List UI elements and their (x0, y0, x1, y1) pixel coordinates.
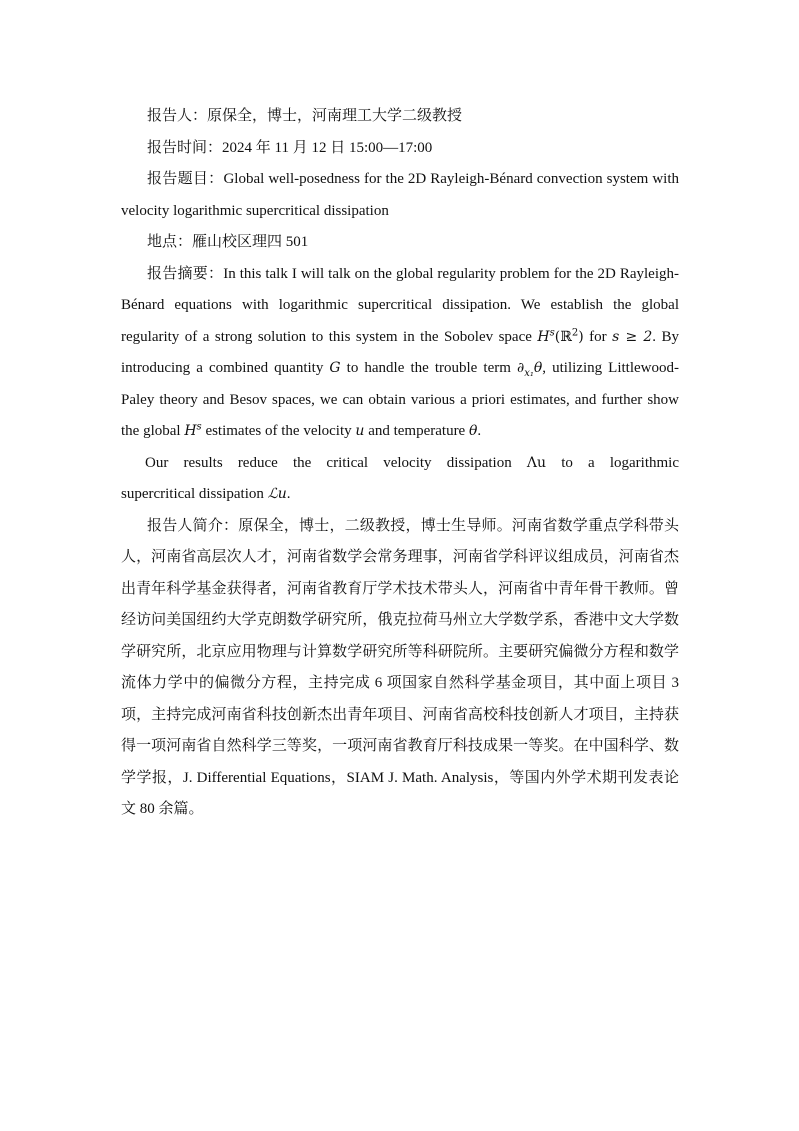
bio-paragraph: 报告人简介：原保全，博士，二级教授，博士生导师。河南省数学重点学科带头人，河南省高层次人才，河南省数学会常务理事，河南省学科评议组成员，河南省杰出青年科学基金获得者，河南省教育厅学术技术带头人，河南省中青年骨干教师。曾经访问美国纽约大学克朗数学研究所，俄克拉荷马州立大学数学系，香港中文大学数学研究所，北京应用物理与计算数学研究所等科研院所。主要研究偏微分方程和数学流体力学中的偏微分方程，主持完成 6 项国家自然科学基金项目，其中面上项目 3 项，主持完成河南省科技创新杰出青年项目、河南省高校科技创新人才项目，主持获得一项河南省自然科学三等奖，一项河南省教育厅科技成果一等奖。在中国科学、数学学报，J. Differential Equations，SIAM J. Math. Analysis，等国内外学术期刊发表论文 80 余篇。 (121, 517, 679, 817)
results-paragraph-end: supercritical dissipation ℒu. (121, 486, 291, 502)
trouble-term: $\partial_{x_1}\theta$ (516, 360, 543, 379)
announcement-document (121, 101, 679, 826)
topic-paragraph: 报告题目：Global well-posedness for the 2D Rayleigh-Bénard convection system with velocity logarithmic supercritical dissipation (121, 171, 679, 219)
velocity-symbol: u (355, 423, 365, 439)
s-condition: s ≥ 2 (612, 328, 653, 345)
critical-dissipation-symbol: Λu (526, 454, 547, 471)
time-line: 报告时间：2024 年 11 月 12 日 15:00—17:00 (147, 139, 433, 156)
abstract-paragraph: 报告摘要：In this talk I will talk on the global regularity problem for the 2D Rayleigh-Bénard equations with logarithmic supercritical dissipation. We establish the global regularity of a strong solution to this system in the Sobolev space $H^s(ℝ^2)$ for s ≥ 2. By introducing a combined quantity G to handle the trouble term $\partial_{x_1}\theta$, utilizing Littlewood-Paley theory and Besov spaces, we can obtain various a priori estimates, and further show the global $H^s$ estimates of the velocity u and temperature θ. (121, 265, 679, 439)
sobolev-space-symbol: $H^s$ (537, 326, 555, 345)
hs-estimate-symbol: $H^s$ (184, 421, 202, 439)
abstract-text: 报告摘要：In this talk I will talk on the global regularity problem for the 2D Rayleigh-Bénard equations with logarithmic supercritical dissipation. We establish the global regularity of a strong solution to this system in the Sobolev space (121, 265, 679, 345)
temperature-symbol: θ (468, 423, 478, 439)
quantity-g: G (329, 360, 341, 376)
results-paragraph: Our results reduce the critical velocity dissipation Λu to a logarithmic (145, 454, 679, 471)
location-line: 地点：雁山校区理四 501 (147, 234, 309, 250)
reporter-line: 报告人：原保全，博士，河南理工大学二级教授 (147, 108, 463, 124)
log-dissipation-symbol: ℒu (267, 486, 287, 502)
